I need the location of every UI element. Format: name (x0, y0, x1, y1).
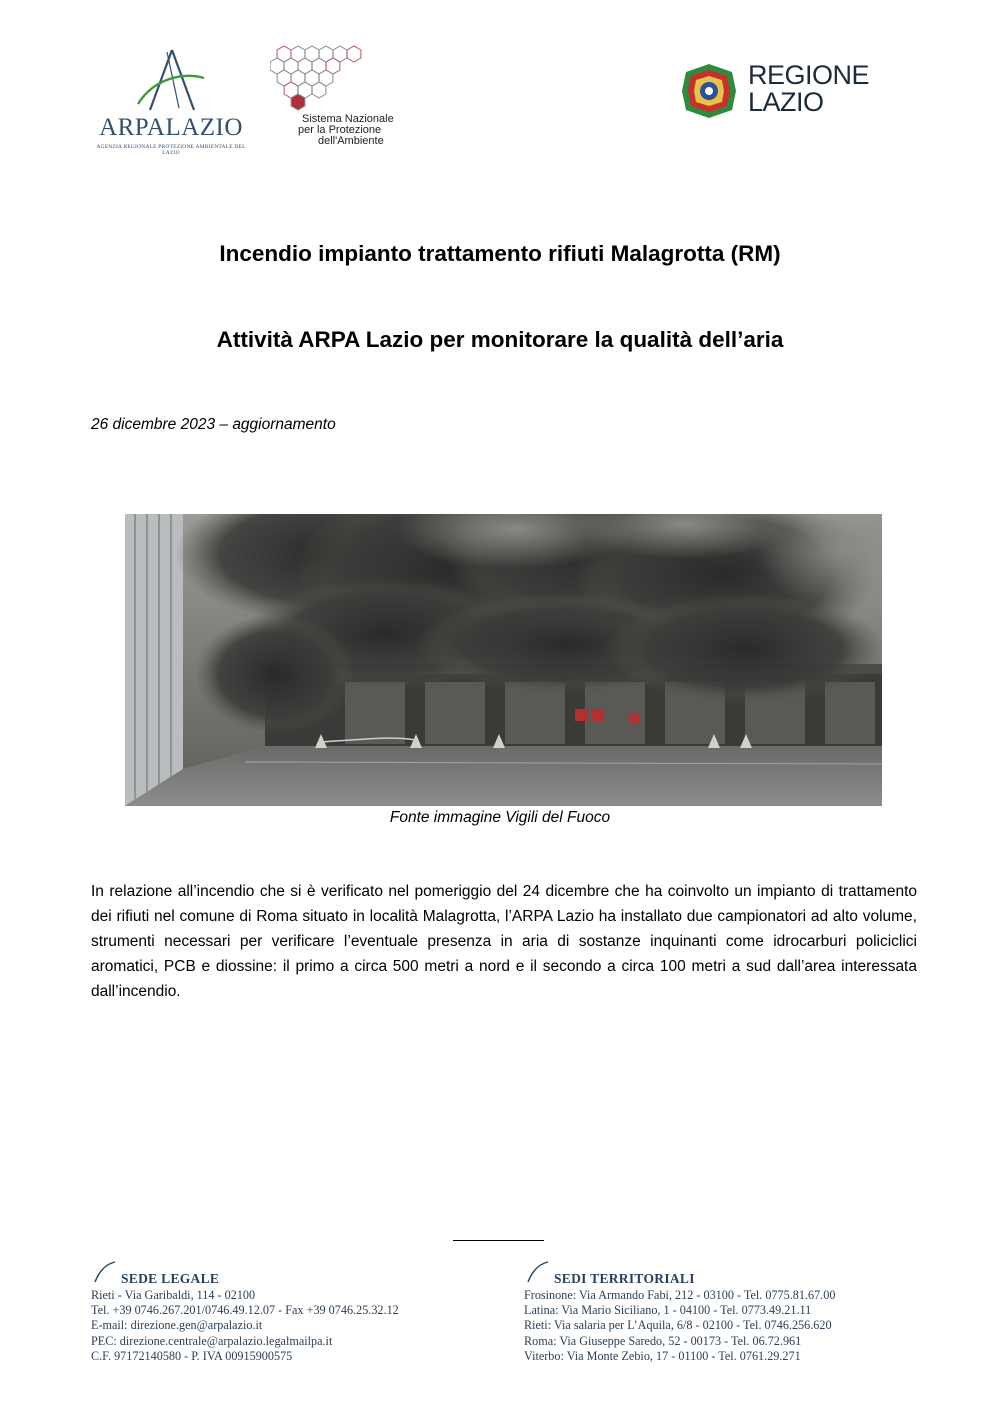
sede-territoriale-line: Latina: Via Mario Siciliano, 1 - 04100 - Tel. 0773.49.21.11 (524, 1303, 812, 1318)
swoosh-icon (91, 1260, 117, 1284)
snpa-hex-cell (291, 94, 305, 110)
sede-legale-heading: SEDE LEGALE (121, 1271, 220, 1286)
snpa-logo (270, 44, 440, 154)
snpa-wordmark (298, 114, 394, 147)
sede-legale-pec[interactable]: PEC: direzione.centrale@arpalazio.legalmailpa.it (91, 1333, 333, 1348)
snpa-hex-cell (347, 46, 361, 62)
sede-legale-email[interactable]: E-mail: direzione.gen@arpalazio.it (91, 1318, 263, 1333)
sedi-territoriali-header (524, 1258, 944, 1288)
regione-lazio-logo (680, 62, 880, 120)
snpa-line-1: Sistema Nazionale (302, 113, 394, 125)
regione-lazio-wordmark (748, 62, 869, 116)
regione-line-1: REGIONE (748, 60, 870, 90)
sede-legale-line: C.F. 97172140580 - P. IVA 00915900575 (91, 1348, 293, 1363)
sede-territoriale-line: Roma: Via Giuseppe Saredo, 52 - 00173 - Tel. 06.72.961 (524, 1333, 802, 1348)
fire-smoke-image (125, 514, 882, 806)
sedi-territoriali-heading: SEDI TERRITORIALI (554, 1271, 695, 1286)
arpalazio-logo (96, 48, 246, 156)
document-title: Incendio impianto trattamento rifiuti Malagrotta (RM) (219, 241, 781, 266)
sede-legale-header (91, 1258, 471, 1288)
footer-sede-legale (91, 1258, 471, 1364)
snpa-hex-cell (312, 82, 326, 98)
arpalazio-wordmark: ARPALAZIO (99, 114, 243, 141)
sede-legale-line: Rieti - Via Garibaldi, 114 - 02100 (91, 1288, 256, 1302)
sede-territoriale-line: Frosinone: Via Armando Fabi, 212 - 03100 - Tel. 0775.81.67.00 (524, 1288, 836, 1302)
document-date: 26 dicembre 2023 – aggiornamento (91, 416, 336, 433)
snpa-hexagon-icon (270, 44, 380, 124)
snpa-line-2: per la Protezione (298, 124, 382, 136)
image-caption: Fonte immagine Vigili del Fuoco (389, 809, 611, 826)
sede-territoriale-line: Rieti: Via salaria per L’Aquila, 6/8 - 02100 - Tel. 0746.256.620 (524, 1318, 832, 1333)
arpalazio-emblem-icon (136, 48, 206, 114)
sede-legale-line: Tel. +39 0746.267.201/0746.49.12.07 - Fax +39 0746.25.32.12 (91, 1303, 399, 1318)
arpalazio-subtitle: AGENZIA REGIONALE PROTEZIONE AMBIENTALE DEL LAZIO (96, 144, 246, 156)
swoosh-icon (524, 1260, 550, 1284)
body-paragraph: In relazione all’incendio che si è verificato nel pomeriggio del 24 dicembre che ha coinvolto un impianto di trattamento dei rifiuti nel comune di Roma situato in località Malagrotta, l’ARPA Lazio ha installato due campionatori ad alto volume, strumenti necessari per verificare l’eventuale presenza in aria di sostanze inquinanti come idrocarburi policiclici aromatici, PCB e diossine: il primo a circa 500 metri a nord e il secondo a circa 100 metri a sud dall’area interessata dall’incendio. (91, 883, 917, 1000)
document-subtitle: Attività ARPA Lazio per monitorare la qualità dell’aria (216, 327, 784, 352)
sede-territoriale-line: Viterbo: Via Monte Zebio, 17 - 01100 - Tel. 0761.29.271 (524, 1348, 801, 1363)
snpa-line-3: dell'Ambiente (318, 135, 384, 147)
footer-sedi-territoriali (524, 1258, 944, 1364)
regione-line-2: LAZIO (748, 87, 824, 117)
fire-photo (125, 514, 882, 806)
regione-lazio-crest-icon (680, 62, 738, 120)
footer-divider (453, 1240, 544, 1241)
